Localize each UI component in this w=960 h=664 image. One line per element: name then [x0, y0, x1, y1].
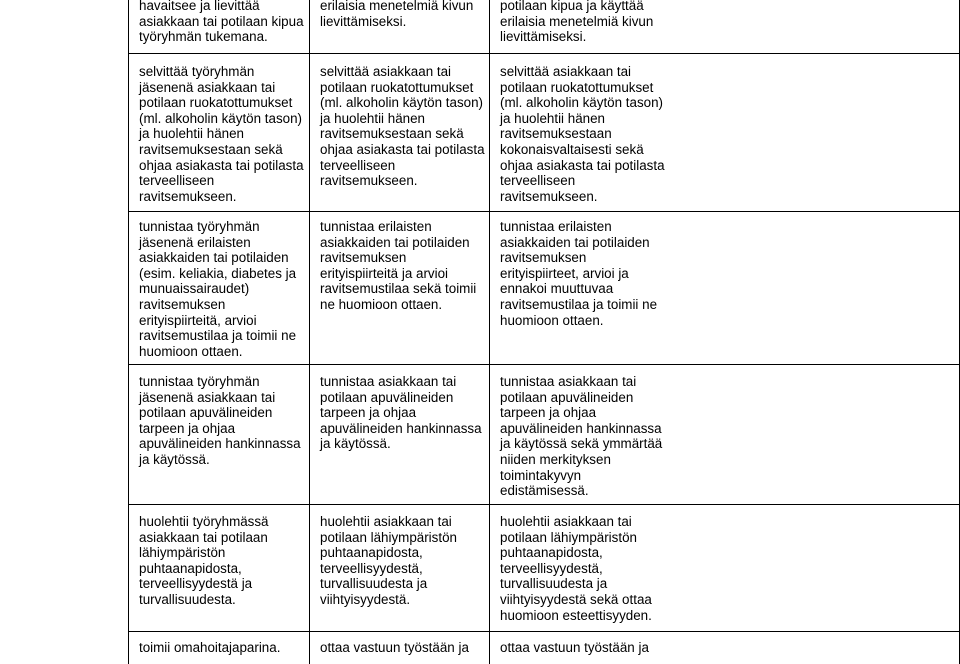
table-cell: ottaa vastuun työstään ja — [320, 640, 469, 655]
row-divider — [128, 211, 960, 212]
table-cell: toimii omahoitajaparina. — [139, 640, 281, 655]
table-cell: tunnistaa asiakkaan tai potilaan apuvälineiden tarpeen ja ohjaa apuvälineiden hankinnassa ja käytössä sekä ymmärtää niiden merkityksen toimintakyvyn edistämisessä. — [500, 374, 663, 499]
table-cell: tunnistaa työryhmän jäsenenä erilaisten asiakkaiden tai potilaiden (esim. keliakia, diabetes ja munuaissairaudet) ravitsemuksen erityispiirteitä, arvioi ravitsemustilaa ja toimii ne huomioon ottaen. — [139, 219, 297, 359]
row-divider — [128, 504, 960, 505]
column-divider — [128, 0, 129, 664]
table-cell: selvittää asiakkaan tai potilaan ruokatottumukset (ml. alkoholin käytön tason) ja huolehtii hänen ravitsemuksestaan sekä ohjaa asiakasta tai potilasta terveelliseen ravitsemukseen. — [320, 64, 485, 189]
table-cell: tunnistaa erilaisten asiakkaiden tai potilaiden ravitsemuksen erityispiirteitä ja arvioi ravitsemustilaa sekä toimii ne huomioon ottaen. — [320, 219, 477, 312]
table-cell: havaitsee ja lievittää asiakkaan tai potilaan kipua työryhmän tukemana. — [139, 0, 304, 45]
row-divider — [128, 631, 960, 632]
row-divider — [128, 53, 960, 54]
table-cell: huolehtii työryhmässä asiakkaan tai potilaan lähiympäristön puhtaanapidosta, terveellisyydestä ja turvallisuudesta. — [139, 514, 269, 607]
table-cell: ottaa vastuun työstään ja — [500, 640, 649, 655]
table-cell: selvittää asiakkaan tai potilaan ruokatottumukset (ml. alkoholin käytön tason) ja huolehtii hänen ravitsemuksestaan kokonaisvaltaisesti sekä ohjaa asiakasta tai potilasta terveelliseen ravitsemukseen. — [500, 64, 665, 204]
table-cell: tunnistaa erilaisten asiakkaiden tai potilaiden ravitsemuksen erityispiirteet, arvioi ja ennakoi muuttuvaa ravitsemustilaa ja toimii ne huomioon ottaen. — [500, 219, 658, 328]
table-cell: huolehtii asiakkaan tai potilaan lähiympäristön puhtaanapidosta, terveellisyydestä, turvallisuudesta ja viihtyisyydestä sekä ottaa huomioon esteettisyyden. — [500, 514, 652, 623]
table-cell: erilaisia menetelmiä kivun lievittämiseksi. — [320, 0, 474, 29]
table-cell: tunnistaa työryhmän jäsenenä asiakkaan tai potilaan apuvälineiden tarpeen ja ohjaa apuvälineiden hankinnassa ja käytössä. — [139, 374, 301, 467]
table-cell: potilaan kipua ja käyttää erilaisia menetelmiä kivun lievittämiseksi. — [500, 0, 654, 45]
column-divider — [309, 0, 310, 664]
table-cell: huolehtii asiakkaan tai potilaan lähiympäristön puhtaanapidosta, terveellisyydestä, turvallisuudesta ja viihtyisyydestä. — [320, 514, 457, 607]
row-divider — [128, 364, 960, 365]
table-cell: selvittää työryhmän jäsenenä asiakkaan tai potilaan ruokatottumukset (ml. alkoholin käytön tason) ja huolehtii hänen ravitsemuksestaan sekä ohjaa asiakasta tai potilasta terveelliseen ravitsemukseen. — [139, 64, 304, 204]
table-cell: tunnistaa asiakkaan tai potilaan apuvälineiden tarpeen ja ohjaa apuvälineiden hankinnassa ja käytössä. — [320, 374, 482, 452]
